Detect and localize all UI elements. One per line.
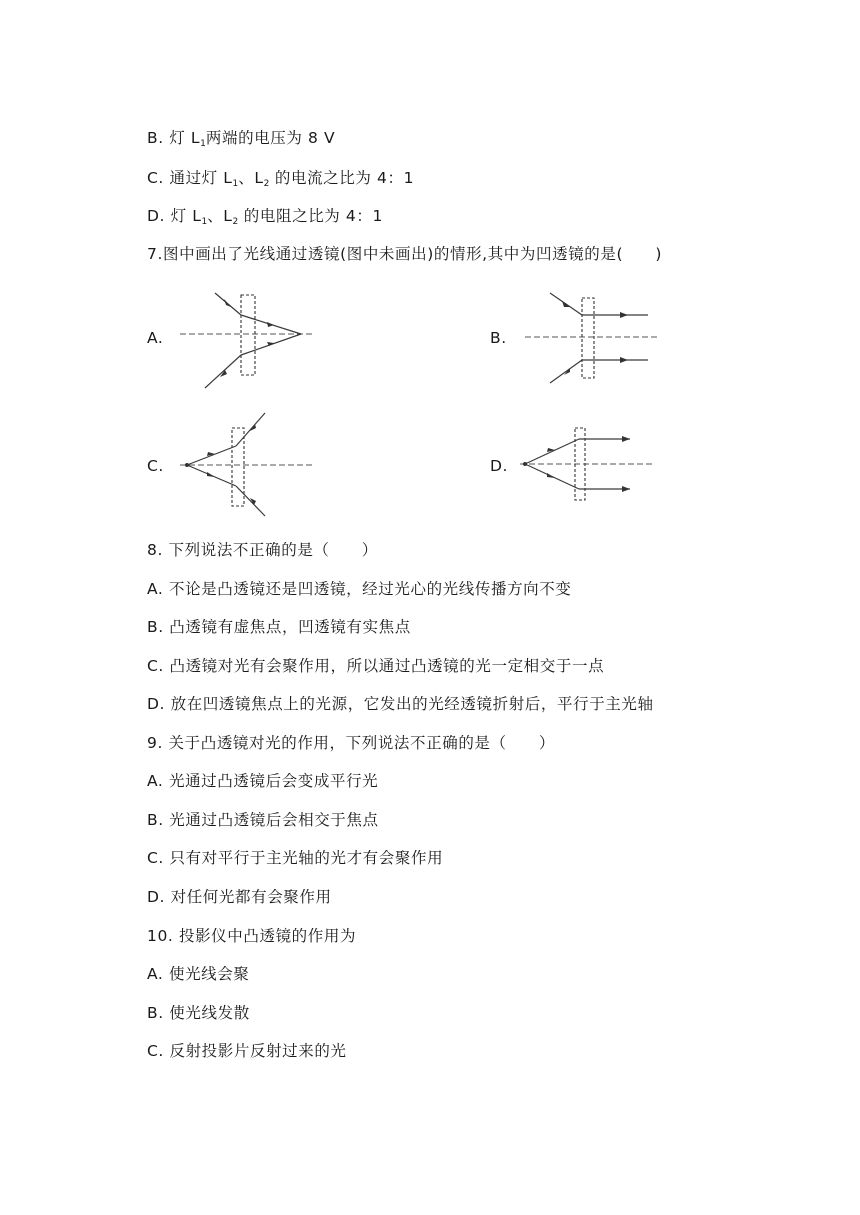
q7-label-d: D. — [490, 457, 509, 475]
q7-figure-d — [515, 420, 665, 505]
q7-label-b: B. — [490, 329, 507, 347]
q6-option-c: C. 通过灯 $L_1$、$L_2$ 的电流之比为 4：1 — [147, 169, 415, 189]
q6-option-b: B. 灯 $L_1$两端的电压为 8 V — [147, 129, 336, 149]
q8-option-a: A. 不论是凸透镜还是凹透镜，经过光心的光线传播方向不变 — [147, 580, 572, 598]
q7-label-a: A. — [147, 329, 164, 347]
q10-stem: 10. 投影仪中凸透镜的作用为 — [147, 927, 357, 945]
q8-option-d: D. 放在凹透镜焦点上的光源，它发出的光经透镜折射后，平行于主光轴 — [147, 695, 654, 713]
q9-stem: 9. 关于凸透镜对光的作用，下列说法不正确的是（ ） — [147, 734, 555, 752]
q10-option-b: B. 使光线发散 — [147, 1004, 250, 1022]
q9-option-c: C. 只有对平行于主光轴的光才有会聚作用 — [147, 849, 444, 867]
q7-figure-a — [175, 285, 325, 395]
q9-option-d: D. 对任何光都有会聚作用 — [147, 888, 332, 906]
q10-option-a: A. 使光线会聚 — [147, 965, 250, 983]
q7-label-c: C. — [147, 457, 164, 475]
q10-option-c: C. 反射投影片反射过来的光 — [147, 1042, 347, 1060]
q8-option-b: B. 凸透镜有虚焦点，凹透镜有实焦点 — [147, 618, 411, 636]
q6-option-d: D. 灯 $L_1$、$L_2$ 的电阻之比为 4：1 — [147, 207, 383, 227]
q7-figure-b — [520, 288, 670, 388]
q7-figure-c — [175, 410, 325, 520]
q9-option-a: A. 光通过凸透镜后会变成平行光 — [147, 772, 379, 790]
q7-stem: 7.图中画出了光线通过透镜(图中未画出)的情形,其中为凹透镜的是( ) — [147, 245, 663, 263]
q8-stem: 8. 下列说法不正确的是（ ） — [147, 541, 378, 559]
q8-option-c: C. 凸透镜对光有会聚作用，所以通过凸透镜的光一定相交于一点 — [147, 657, 605, 675]
q9-option-b: B. 光通过凸透镜后会相交于焦点 — [147, 811, 379, 829]
